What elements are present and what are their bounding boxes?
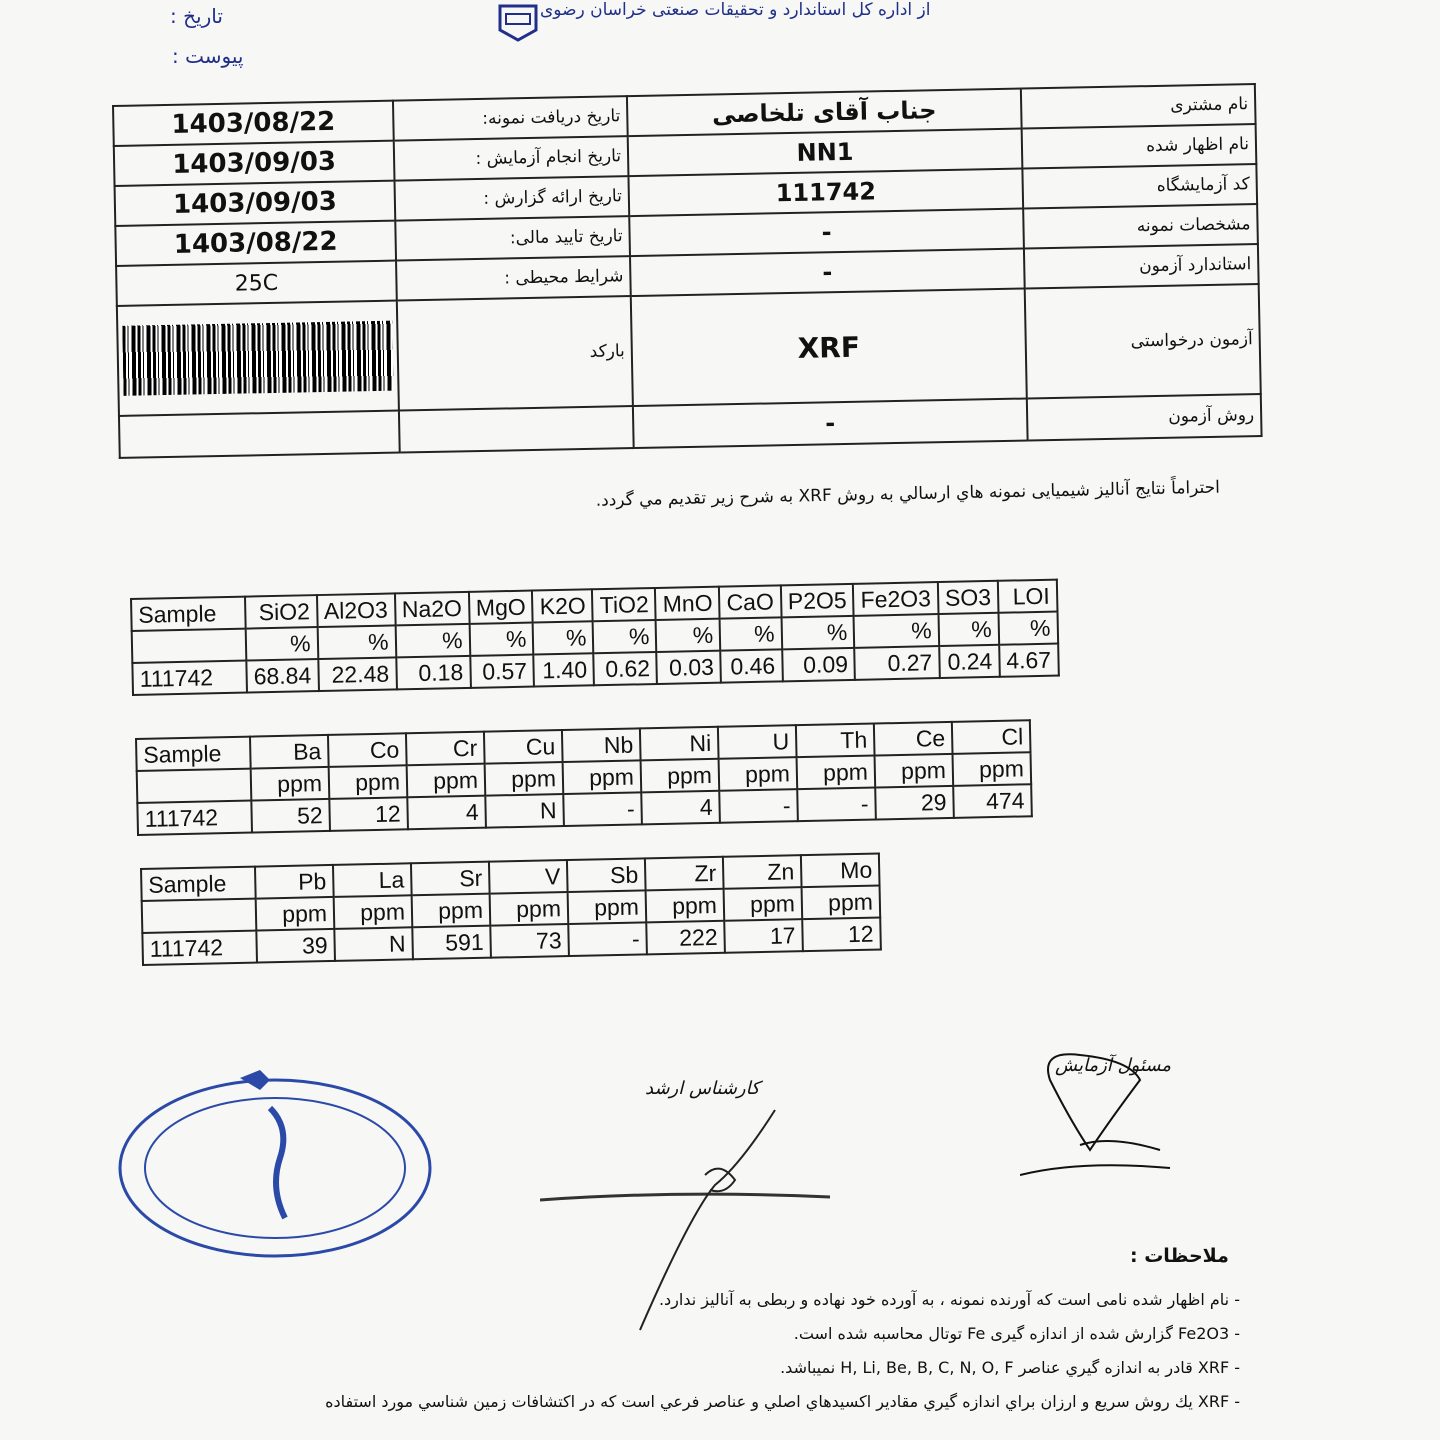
test-standard-value: -	[630, 249, 1025, 297]
column-header: Sb	[567, 858, 646, 892]
receipt-date-value: 1403/08/22	[113, 101, 394, 146]
column-header: V	[489, 860, 568, 894]
value-cell: 52	[251, 799, 330, 833]
unit-cell: ppm	[953, 752, 1032, 786]
column-header: CaO	[719, 585, 781, 618]
date-label: تاریخ :	[170, 4, 223, 28]
value-cell: 0.09	[782, 648, 855, 682]
column-header: Pb	[255, 865, 334, 899]
unit-cell: ppm	[485, 762, 564, 796]
unit-cell: ppm	[563, 760, 642, 794]
column-header: Zn	[723, 855, 802, 889]
unit-cell: ppm	[329, 765, 408, 799]
unit-cell: %	[317, 625, 396, 659]
column-header: Cu	[484, 730, 563, 764]
column-header: SO3	[938, 581, 999, 614]
column-header: Sr	[411, 862, 490, 896]
unit-cell: ppm	[802, 886, 881, 920]
oxides-table	[130, 579, 1059, 696]
unit-cell: ppm	[412, 894, 491, 928]
receipt-date-label: تاریخ دریافت نمونه:	[393, 96, 628, 140]
unit-cell: ppm	[797, 756, 876, 790]
sample-header: Sample	[141, 867, 256, 901]
note-item: - XRF یك روش سریع و ارزان براي اندازه گیري مقادیر اکسیدهاي اصلي و عناصر فرعي است که در اکتشافات زمین شناسي مورد استفاده	[325, 1392, 1240, 1411]
value-cell: 22.48	[318, 657, 397, 691]
unit-cell: %	[720, 617, 782, 650]
note-item: - نام اظهار شده نامی است که آورنده نمونه ، به آورده خود نهاده و ربطی به آنالیز ندارد.	[658, 1290, 1240, 1309]
attachment-label: پیوست :	[172, 44, 244, 68]
value-cell: N	[334, 927, 413, 961]
unit-cell: ppm	[719, 757, 798, 791]
value-cell: -	[797, 788, 876, 822]
requested-test-label: آزمون درخواستی	[1025, 284, 1261, 398]
value-cell: 1.40	[534, 653, 595, 686]
unit-cell: %	[998, 612, 1057, 645]
empty-cell	[142, 899, 257, 933]
unit-cell: ppm	[646, 889, 725, 923]
column-header: Ba	[250, 735, 329, 769]
value-cell: 0.62	[594, 652, 658, 685]
report-date-value: 1403/09/03	[115, 181, 396, 226]
value-cell: 73	[490, 924, 569, 958]
column-header: U	[718, 725, 797, 759]
column-header: Fe2O3	[853, 582, 938, 616]
column-header: Nb	[562, 728, 641, 762]
ambient-conditions-value: 25C	[116, 261, 397, 306]
report-date-label: تاریخ ارائه گزارش :	[395, 176, 630, 220]
unit-cell: ppm	[256, 897, 335, 931]
value-cell: 12	[802, 918, 881, 952]
empty-cell	[137, 769, 252, 803]
unit-cell: ppm	[724, 887, 803, 921]
unit-cell: %	[854, 614, 939, 648]
column-header: Al2O3	[317, 593, 396, 627]
value-cell: 0.46	[721, 649, 783, 682]
unit-cell: ppm	[251, 767, 330, 801]
test-method-label: روش آزمون	[1027, 394, 1262, 440]
organization-name: از اداره کل استاندارد و تحقیقات صنعتی خراسان رضوی	[540, 0, 931, 20]
value-cell: 0.24	[939, 645, 1000, 678]
intro-text: احتراماً نتایج آنالیز شیمیایی نمونه هاي ارسالي به روش XRF به شرح زیر تقديم مي گردد.	[595, 477, 1221, 511]
column-header: K2O	[532, 589, 593, 622]
requested-test-value: XRF	[631, 289, 1027, 407]
lab-code-label: کد آزمایشگاه	[1022, 164, 1257, 208]
info-row	[117, 284, 1261, 416]
trace-elements-table-2	[140, 853, 882, 966]
column-header: Zr	[645, 857, 724, 891]
value-cell: 4	[407, 796, 486, 830]
column-header: Cr	[406, 732, 485, 766]
unit-cell: %	[593, 620, 657, 653]
trace-elements-table-1	[135, 719, 1033, 836]
value-cell: 0.27	[855, 646, 940, 680]
column-header: MgO	[469, 591, 533, 624]
value-cell: 0.57	[470, 655, 534, 688]
test-standard-label: استاندارد آزمون	[1024, 244, 1259, 288]
column-header: TiO2	[592, 588, 656, 621]
notes-title: ملاحظات :	[1130, 1245, 1229, 1267]
barcode-label: بارکد	[397, 296, 633, 410]
lab-stamp-icon	[110, 1068, 440, 1268]
financial-date-label: تاریخ تایید مالی:	[395, 216, 630, 260]
test-date-value: 1403/09/03	[114, 141, 395, 186]
barcode-icon	[122, 321, 393, 396]
financial-date-value: 1403/08/22	[115, 221, 396, 266]
unit-cell: ppm	[334, 895, 413, 929]
sample-header: Sample	[136, 737, 251, 771]
column-header: SiO2	[245, 595, 317, 628]
standard-logo-icon	[494, 0, 542, 44]
customer-name-label: نام مشتری	[1021, 84, 1256, 128]
unit-cell: ppm	[407, 764, 486, 798]
column-header: LOI	[998, 580, 1057, 613]
unit-cell: %	[469, 623, 533, 656]
value-cell: 39	[256, 929, 335, 963]
value-cell: N	[485, 794, 564, 828]
lab-manager-signature-icon	[1020, 1040, 1180, 1190]
unit-cell: %	[246, 627, 318, 660]
sample-id: 111742	[132, 661, 247, 695]
barcode-cell	[117, 301, 399, 416]
sample-spec-label: مشخصات نمونه	[1023, 204, 1258, 248]
column-header: MnO	[655, 587, 719, 620]
sample-id: 111742	[137, 801, 252, 835]
test-date-label: تاریخ انجام آزمایش :	[394, 136, 629, 180]
value-cell: 591	[412, 926, 491, 960]
column-header: Ni	[640, 727, 719, 761]
unit-cell: %	[533, 621, 594, 654]
column-header: Cl	[952, 720, 1031, 754]
lab-manager-label: مسئول آزمایش	[1055, 1055, 1172, 1076]
value-cell: 0.03	[657, 651, 721, 684]
unit-cell: ppm	[490, 892, 569, 926]
empty-cell	[119, 411, 400, 458]
value-cell: -	[719, 789, 798, 823]
value-cell: 4.67	[999, 644, 1058, 677]
unit-cell: %	[938, 613, 999, 646]
value-cell: 0.18	[396, 656, 471, 690]
column-header: La	[333, 863, 412, 897]
unit-cell: ppm	[568, 890, 647, 924]
unit-cell: %	[395, 624, 470, 658]
value-cell: 4	[641, 791, 720, 825]
value-cell: 474	[953, 784, 1032, 818]
unit-cell: %	[656, 619, 720, 652]
column-header: Co	[328, 733, 407, 767]
value-cell: -	[563, 792, 642, 826]
declared-name-value: NN1	[628, 129, 1023, 177]
value-cell: 17	[724, 919, 803, 953]
sample-header: Sample	[131, 597, 246, 631]
unit-cell: ppm	[641, 759, 720, 793]
unit-cell: %	[781, 616, 854, 650]
column-header: Ce	[874, 722, 953, 756]
customer-name-value: جناب آقای تلخاصی	[627, 89, 1022, 137]
empty-cell	[399, 406, 634, 452]
note-item: - XRF قادر به اندازه گیري عناصر H, Li, Be, B, C, N, O, F نمیباشد.	[780, 1358, 1240, 1377]
declared-name-label: نام اظهار شده	[1022, 124, 1257, 168]
sample-spec-value: -	[629, 209, 1024, 257]
test-method-value: -	[633, 398, 1028, 448]
senior-expert-label: کارشناس ارشد	[645, 1078, 760, 1099]
sample-id: 111742	[142, 931, 257, 965]
column-header: Th	[796, 724, 875, 758]
unit-cell: ppm	[875, 754, 954, 788]
value-cell: 12	[329, 797, 408, 831]
value-cell: 29	[875, 786, 954, 820]
lab-code-value: 111742	[628, 169, 1023, 217]
value-cell: -	[568, 922, 647, 956]
info-table	[112, 83, 1263, 459]
column-header: Na2O	[394, 592, 469, 626]
column-header: P2O5	[780, 584, 853, 618]
ambient-conditions-label: شرایط محیطی :	[396, 256, 631, 300]
note-item: - Fe2O3 گزارش شده از اندازه گیری Fe توتال محاسبه شده است.	[793, 1324, 1240, 1343]
value-cell: 68.84	[246, 659, 318, 692]
column-header: Mo	[801, 854, 880, 888]
value-cell: 222	[646, 921, 725, 955]
empty-cell	[132, 629, 247, 663]
senior-expert-signature-icon	[540, 1105, 840, 1345]
